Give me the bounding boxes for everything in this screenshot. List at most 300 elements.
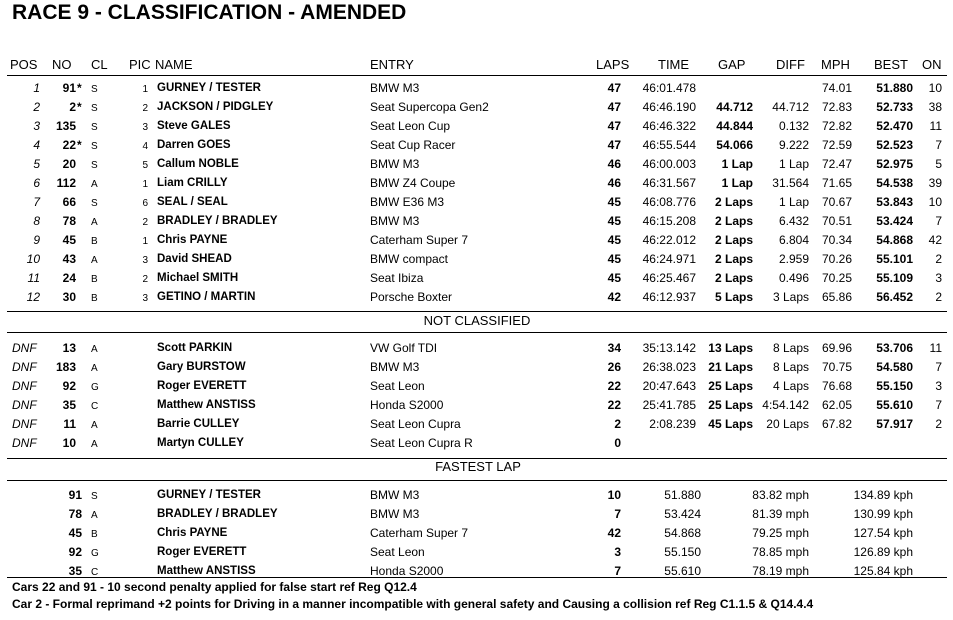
cell-no: 78 [62, 214, 76, 228]
cell-on: 7 [935, 398, 942, 412]
cell-best: 55.610 [876, 398, 913, 412]
header-laps: LAPS [596, 57, 630, 72]
cell-diff: 9.222 [778, 138, 809, 152]
cell-pos: 2 [33, 100, 40, 114]
cell-on: 3 [935, 271, 942, 285]
cell-no: 35 [68, 564, 82, 578]
cell-class: A [91, 217, 98, 228]
cell-diff: 0.496 [778, 271, 809, 285]
cell-best: 52.733 [876, 100, 913, 114]
classification-row [0, 289, 953, 308]
cell-on: 38 [928, 100, 942, 114]
cell-entry: BMW compact [370, 252, 449, 266]
cell-on: 3 [935, 379, 942, 393]
cell-pos: DNF [12, 398, 37, 412]
classification-row [0, 232, 953, 251]
classification-row [0, 251, 953, 270]
cell-pos: 12 [26, 290, 40, 304]
cell-pos: DNF [12, 379, 37, 393]
not-classified-heading: NOT CLASSIFIED [423, 313, 531, 328]
cell-class: B [91, 529, 98, 540]
cell-mph: 81.39 mph [752, 507, 809, 521]
header-time: TIME [658, 57, 690, 72]
cell-gap: 54.066 [716, 138, 753, 152]
cell-pos: 5 [33, 157, 40, 171]
cell-laps: 46 [607, 176, 621, 190]
cell-entry: Seat Leon [370, 545, 425, 559]
not-classified-row [0, 435, 953, 454]
cell-gap: 13 Laps [708, 341, 753, 355]
cell-diff: 20 Laps [766, 417, 809, 431]
fastest-lap-row [0, 487, 953, 506]
cell-name: Scott PARKIN [157, 342, 233, 354]
cell-best: 55.101 [876, 252, 913, 266]
cell-entry: BMW Z4 Coupe [370, 176, 456, 190]
cell-kph: 134.89 kph [853, 488, 913, 502]
cell-mph: 69.96 [821, 341, 852, 355]
cell-entry: BMW M3 [370, 81, 420, 95]
cell-diff: 8 Laps [772, 341, 809, 355]
cell-name: JACKSON / PIDGLEY [157, 101, 274, 113]
cell-mph: 72.47 [821, 157, 852, 171]
cell-mph: 72.59 [821, 138, 852, 152]
cell-laps: 45 [607, 214, 621, 228]
cell-best: 57.917 [876, 417, 913, 431]
cell-entry: Caterham Super 7 [370, 526, 469, 540]
header-name: NAME [155, 57, 193, 72]
cell-no: 92 [68, 545, 82, 559]
cell-time: 46:12.937 [642, 290, 696, 304]
cell-class: A [91, 439, 98, 450]
cell-name: GURNEY / TESTER [157, 82, 261, 94]
not-classified-row [0, 416, 953, 435]
cell-entry: VW Golf TDI [370, 341, 438, 355]
cell-class: C [91, 567, 99, 578]
cell-entry: Honda S2000 [370, 564, 444, 578]
section-rule-not-classified-bottom [7, 332, 947, 333]
cell-time: 20:47.643 [642, 379, 696, 393]
cell-class: S [91, 84, 98, 95]
cell-name: GURNEY / TESTER [157, 489, 261, 501]
cell-pos: 11 [27, 271, 40, 285]
classification-row [0, 270, 953, 289]
cell-mph: 70.51 [821, 214, 852, 228]
cell-name: David SHEAD [157, 253, 232, 265]
cell-pos: DNF [12, 436, 37, 450]
cell-lap: 42 [607, 526, 621, 540]
cell-mph: 70.34 [821, 233, 852, 247]
cell-gap: 2 Laps [714, 214, 753, 228]
cell-time: 25:41.785 [642, 398, 696, 412]
cell-best: 51.880 [876, 81, 913, 95]
cell-on: 42 [928, 233, 942, 247]
cell-pos: DNF [12, 360, 37, 374]
cell-pic: 3 [142, 122, 148, 133]
fastest-lap-heading: FASTEST LAP [435, 459, 521, 474]
cell-kph: 125.84 kph [853, 564, 913, 578]
classification-row [0, 99, 953, 118]
cell-entry: BMW M3 [370, 360, 420, 374]
cell-entry: BMW M3 [370, 488, 420, 502]
cell-time: 2:08.239 [649, 417, 696, 431]
cell-on: 10 [928, 195, 942, 209]
cell-laps: 22 [607, 398, 621, 412]
cell-no: 45 [62, 233, 76, 247]
cell-no: 35 [62, 398, 76, 412]
cell-entry: Porsche Boxter [370, 290, 453, 304]
cell-pos: 4 [33, 138, 40, 152]
cell-diff: 31.564 [772, 176, 809, 190]
cell-diff: 3 Laps [772, 290, 809, 304]
cell-no: 112 [56, 176, 76, 190]
header-best: BEST [874, 57, 908, 72]
cell-no: 92 [62, 379, 76, 393]
cell-pos: 1 [33, 81, 40, 95]
cell-name: Steve GALES [157, 120, 231, 132]
cell-gap: 25 Laps [708, 398, 753, 412]
cell-time: 55.150 [664, 545, 701, 559]
cell-pic: 6 [142, 198, 148, 209]
cell-no: 91 [68, 488, 82, 502]
cell-time: 53.424 [664, 507, 701, 521]
cell-gap: 21 Laps [708, 360, 753, 374]
cell-on: 2 [935, 290, 942, 304]
classification-row [0, 118, 953, 137]
cell-mph: 70.26 [821, 252, 852, 266]
cell-laps: 0 [614, 436, 621, 450]
classification-row [0, 194, 953, 213]
cell-class: S [91, 491, 98, 502]
classification-row [0, 137, 953, 156]
cell-entry: BMW M3 [370, 157, 420, 171]
cell-time: 46:08.776 [642, 195, 696, 209]
cell-best: 55.150 [876, 379, 913, 393]
cell-no: 13 [62, 341, 76, 355]
cell-entry: BMW M3 [370, 507, 420, 521]
cell-best: 53.424 [876, 214, 913, 228]
cell-penalty-star: * [77, 81, 82, 95]
cell-best: 52.523 [876, 138, 913, 152]
fastest-lap-row [0, 544, 953, 563]
header-pos: POS [10, 57, 38, 72]
cell-entry: BMW E36 M3 [370, 195, 445, 209]
cell-laps: 45 [607, 233, 621, 247]
cell-time: 46:24.971 [642, 252, 696, 266]
cell-class: G [91, 382, 99, 393]
cell-pos: 3 [33, 119, 40, 133]
cell-class: S [91, 160, 98, 171]
cell-laps: 26 [607, 360, 621, 374]
cell-entry: Seat Leon Cupra R [370, 436, 473, 450]
cell-laps: 42 [607, 290, 621, 304]
cell-pic: 3 [142, 293, 148, 304]
not-classified-row [0, 359, 953, 378]
cell-on: 11 [929, 119, 942, 133]
cell-no: 183 [55, 360, 76, 374]
cell-mph: 78.85 mph [752, 545, 809, 559]
cell-no: 22 [62, 138, 76, 152]
cell-class: B [91, 274, 98, 285]
cell-entry: Seat Ibiza [370, 271, 424, 285]
cell-diff: 4 Laps [772, 379, 809, 393]
cell-time: 46:55.544 [642, 138, 696, 152]
cell-time: 46:22.012 [642, 233, 696, 247]
cell-no: 30 [62, 290, 76, 304]
cell-mph: 72.83 [821, 100, 852, 114]
cell-name: Barrie CULLEY [157, 418, 240, 430]
cell-time: 46:25.467 [642, 271, 696, 285]
cell-diff: 6.432 [778, 214, 809, 228]
cell-class: S [91, 198, 98, 209]
cell-best: 52.470 [876, 119, 913, 133]
fastest-lap-row [0, 525, 953, 544]
cell-mph: 72.82 [821, 119, 852, 133]
cell-laps: 45 [607, 195, 621, 209]
cell-name: Matthew ANSTISS [157, 565, 256, 577]
cell-gap: 5 Laps [714, 290, 753, 304]
fastest-lap-row [0, 506, 953, 525]
cell-mph: 65.86 [821, 290, 852, 304]
cell-on: 39 [928, 176, 942, 190]
cell-pic: 2 [142, 103, 148, 114]
cell-best: 53.843 [876, 195, 913, 209]
cell-name: Matthew ANSTISS [157, 399, 256, 411]
cell-name: BRADLEY / BRADLEY [157, 215, 278, 227]
cell-pos: 10 [26, 252, 40, 266]
cell-pic: 5 [142, 160, 148, 171]
cell-penalty-star: * [77, 138, 82, 152]
cell-pic: 1 [142, 84, 148, 95]
cell-name: Callum NOBLE [157, 158, 239, 170]
cell-gap: 2 Laps [714, 195, 753, 209]
reprimand-note: Car 2 - Formal reprimand +2 points for Driving in a manner incompatible with general safety and Causing a collision ref Reg C1.1.5 & Q14.4.4 [12, 597, 814, 611]
cell-no: 91 [62, 81, 76, 95]
cell-laps: 47 [607, 119, 621, 133]
cell-best: 56.452 [876, 290, 913, 304]
cell-name: Darren GOES [157, 139, 231, 151]
cell-on: 5 [935, 157, 942, 171]
cell-name: Gary BURSTOW [157, 361, 246, 373]
cell-time: 46:01.478 [642, 81, 696, 95]
cell-entry: Caterham Super 7 [370, 233, 469, 247]
cell-pos: 8 [33, 214, 40, 228]
cell-on: 2 [935, 417, 942, 431]
cell-lap: 7 [614, 564, 621, 578]
cell-entry: Seat Leon Cup [370, 119, 451, 133]
cell-on: 10 [928, 81, 942, 95]
cell-pic: 1 [142, 179, 148, 190]
cell-time: 46:46.322 [642, 119, 696, 133]
header-mph: MPH [821, 57, 850, 72]
cell-laps: 47 [607, 100, 621, 114]
cell-on: 7 [935, 360, 942, 374]
not-classified-row [0, 378, 953, 397]
cell-class: A [91, 344, 98, 355]
header-diff: DIFF [776, 57, 805, 72]
cell-mph: 71.65 [821, 176, 852, 190]
cell-on: 2 [935, 252, 942, 266]
cell-entry: Seat Supercopa Gen2 [370, 100, 489, 114]
section-rule-fastest-lap-bottom [7, 480, 947, 481]
cell-entry: Seat Leon Cupra [370, 417, 461, 431]
section-rule-not-classified [7, 311, 947, 312]
cell-mph: 62.05 [821, 398, 852, 412]
cell-entry: BMW M3 [370, 214, 420, 228]
cell-diff: 4:54.142 [762, 398, 809, 412]
cell-penalty-star: * [77, 100, 82, 114]
cell-time: 55.610 [664, 564, 701, 578]
cell-pic: 2 [142, 274, 148, 285]
cell-class: S [91, 141, 98, 152]
cell-gap: 44.844 [716, 119, 753, 133]
cell-time: 46:31.567 [642, 176, 696, 190]
cell-gap: 45 Laps [708, 417, 753, 431]
cell-time: 51.880 [664, 488, 701, 502]
cell-mph: 83.82 mph [752, 488, 809, 502]
cell-class: B [91, 236, 98, 247]
penalty-note: Cars 22 and 91 - 10 second penalty applied for false start ref Reg Q12.4 [12, 580, 417, 594]
cell-best: 54.868 [876, 233, 913, 247]
cell-kph: 127.54 kph [853, 526, 913, 540]
cell-best: 53.706 [876, 341, 913, 355]
cell-laps: 45 [607, 271, 621, 285]
cell-class: C [91, 401, 99, 412]
cell-mph: 70.67 [821, 195, 852, 209]
cell-no: 66 [62, 195, 76, 209]
header-on: ON [922, 57, 942, 72]
cell-class: A [91, 255, 98, 266]
not-classified-row [0, 397, 953, 416]
cell-kph: 126.89 kph [853, 545, 913, 559]
document-title: RACE 9 - CLASSIFICATION - AMENDED [12, 1, 407, 24]
cell-entry: Honda S2000 [370, 398, 444, 412]
cell-laps: 2 [614, 417, 621, 431]
header-no: NO [52, 57, 72, 72]
cell-class: S [91, 103, 98, 114]
cell-no: 11 [63, 417, 76, 431]
header-rule [7, 75, 947, 76]
not-classified-row [0, 340, 953, 359]
cell-pos: 7 [33, 195, 40, 209]
cell-mph: 70.25 [821, 271, 852, 285]
cell-no: 24 [62, 271, 76, 285]
cell-best: 52.975 [876, 157, 913, 171]
cell-on: 11 [929, 341, 942, 355]
cell-lap: 10 [607, 488, 621, 502]
header-cl: CL [91, 57, 108, 72]
cell-gap: 2 Laps [714, 271, 753, 285]
cell-class: A [91, 179, 98, 190]
cell-class: B [91, 293, 98, 304]
cell-name: Chris PAYNE [157, 234, 228, 246]
cell-pic: 2 [142, 217, 148, 228]
cell-name: BRADLEY / BRADLEY [157, 508, 278, 520]
cell-time: 46:15.208 [642, 214, 696, 228]
cell-best: 54.580 [876, 360, 913, 374]
cell-class: A [91, 510, 98, 521]
notes-rule [7, 577, 947, 578]
cell-class: S [91, 122, 98, 133]
cell-name: Liam CRILLY [157, 177, 228, 189]
cell-time: 46:00.003 [642, 157, 696, 171]
cell-name: SEAL / SEAL [157, 196, 228, 208]
cell-laps: 22 [607, 379, 621, 393]
cell-no: 2 [69, 100, 76, 114]
classification-row [0, 213, 953, 232]
classification-row [0, 80, 953, 99]
cell-diff: 44.712 [772, 100, 809, 114]
cell-name: Roger EVERETT [157, 546, 247, 558]
cell-on: 7 [935, 214, 942, 228]
cell-no: 10 [62, 436, 76, 450]
cell-lap: 7 [614, 507, 621, 521]
cell-time: 35:13.142 [642, 341, 696, 355]
cell-mph: 79.25 mph [752, 526, 809, 540]
cell-gap: 25 Laps [708, 379, 753, 393]
cell-entry: Seat Cup Racer [370, 138, 456, 152]
cell-class: A [91, 363, 98, 374]
cell-laps: 47 [607, 138, 621, 152]
cell-class: A [91, 420, 98, 431]
cell-name: Chris PAYNE [157, 527, 228, 539]
classification-row [0, 156, 953, 175]
cell-diff: 6.804 [778, 233, 809, 247]
cell-time: 26:38.023 [642, 360, 696, 374]
cell-pic: 3 [142, 255, 148, 266]
cell-no: 78 [68, 507, 82, 521]
cell-mph: 74.01 [821, 81, 852, 95]
cell-mph: 67.82 [821, 417, 852, 431]
cell-laps: 34 [607, 341, 621, 355]
cell-on: 7 [935, 138, 942, 152]
header-gap: GAP [718, 57, 746, 72]
cell-lap: 3 [614, 545, 621, 559]
cell-pos: 9 [33, 233, 40, 247]
cell-mph: 70.75 [821, 360, 852, 374]
cell-kph: 130.99 kph [853, 507, 913, 521]
cell-gap: 1 Lap [721, 176, 753, 190]
cell-pic: 4 [142, 141, 148, 152]
cell-mph: 76.68 [821, 379, 852, 393]
cell-no: 135 [55, 119, 76, 133]
cell-name: GETINO / MARTIN [157, 291, 256, 303]
cell-no: 20 [62, 157, 76, 171]
cell-name: Roger EVERETT [157, 380, 247, 392]
cell-diff: 0.132 [778, 119, 809, 133]
header-entry: ENTRY [370, 57, 414, 72]
cell-diff: 2.959 [778, 252, 809, 266]
cell-gap: 44.712 [716, 100, 753, 114]
cell-class: G [91, 548, 99, 559]
cell-diff: 8 Laps [772, 360, 809, 374]
cell-no: 45 [68, 526, 82, 540]
classification-row [0, 175, 953, 194]
cell-pos: DNF [12, 341, 37, 355]
cell-laps: 46 [607, 157, 621, 171]
cell-laps: 47 [607, 81, 621, 95]
cell-best: 55.109 [876, 271, 913, 285]
cell-pos: 6 [33, 176, 40, 190]
cell-name: Michael SMITH [157, 272, 239, 284]
cell-gap: 2 Laps [714, 233, 753, 247]
cell-laps: 45 [607, 252, 621, 266]
cell-time: 54.868 [664, 526, 701, 540]
cell-gap: 2 Laps [714, 252, 753, 266]
cell-mph: 78.19 mph [752, 564, 809, 578]
cell-entry: Seat Leon [370, 379, 425, 393]
cell-gap: 1 Lap [721, 157, 753, 171]
cell-best: 54.538 [876, 176, 913, 190]
